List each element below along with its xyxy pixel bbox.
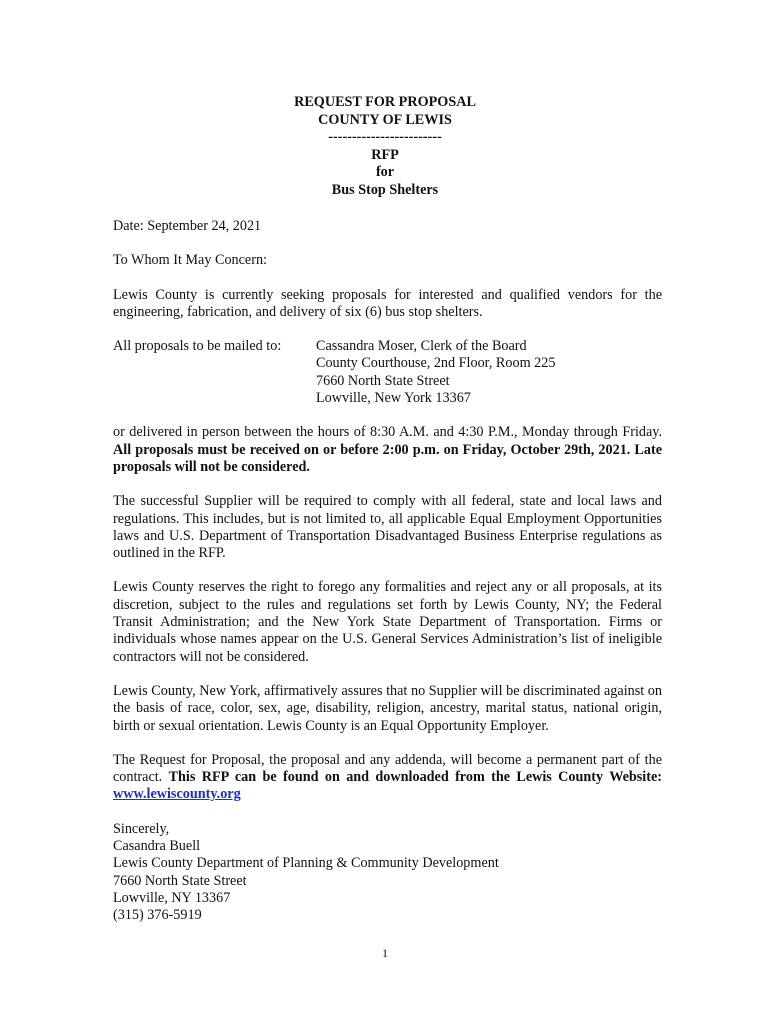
signer-street: 7660 North State Street <box>113 872 247 889</box>
website-note: This RFP can be found on and downloaded from the Lewis County Website: <box>168 769 662 786</box>
address-line: Cassandra Moser, Clerk of the Board <box>316 338 527 355</box>
signer-phone: (315) 376-5919 <box>113 907 202 924</box>
document-body <box>113 218 662 925</box>
salutation: To Whom It May Concern: <box>113 252 267 269</box>
permanent-paragraph <box>113 752 662 804</box>
header-for: for <box>375 164 395 181</box>
equal-opportunity-paragraph: Lewis County, New York, affirmatively assures that no Supplier will be discriminated against on the basis of race, color, sex, age, disability, religion, ancestry, marital status, national origin, birth or sexual orientation. Lewis County is an Equal Opportunity Employer. <box>113 682 662 734</box>
signature-block <box>113 821 662 925</box>
reserves-paragraph: Lewis County reserves the right to forego any formalities and reject any or all proposals, at its discretion, subject to the rules and regulations set forth by Lewis County, NY; the Federal Transit Administration; and the New York State Department of Transportation. Firms or individuals whose names appear on the U.S. General Services Administration’s list of ineligible contractors will not be considered. <box>113 579 662 665</box>
website-link[interactable]: www.lewiscounty.org <box>113 786 241 803</box>
header-divider: ------------------------ <box>328 129 442 146</box>
delivery-text: or delivered in person between the hours of 8:30 A.M. and 4:30 P.M., Monday through Friday. <box>113 424 662 441</box>
deadline-text: All proposals must be received on or before 2:00 p.m. on Friday, October 29th, 2021. Late proposals will not be considered. <box>113 441 662 475</box>
intro-paragraph: Lewis County is currently seeking proposals for interested and qualified vendors for the engineering, fabrication, and delivery of six (6) bus stop shelters. <box>113 286 662 320</box>
header-title: REQUEST FOR PROPOSAL <box>294 94 476 110</box>
closing: Sincerely, <box>113 820 170 837</box>
page-number: 1 <box>382 946 388 960</box>
mailing-address <box>316 338 555 407</box>
signer-department: Lewis County Department of Planning & Community Development <box>113 855 499 872</box>
header-rfp: RFP <box>371 146 399 163</box>
date-line: Date: September 24, 2021 <box>113 218 262 234</box>
delivery-paragraph <box>113 424 662 476</box>
signer-city: Lowville, NY 13367 <box>113 889 231 906</box>
address-line: Lowville, New York 13367 <box>316 390 471 407</box>
signer-name: Casandra Buell <box>113 838 201 855</box>
document-header <box>0 94 770 200</box>
mailing-block <box>113 338 662 407</box>
address-line: 7660 North State Street <box>316 372 450 389</box>
compliance-paragraph: The successful Supplier will be required to comply with all federal, state and local laws and regulations. This includes, but is not limited to, all applicable Equal Employment Opportunities laws and U.S. Department of Transportation Disadvantaged Business Enterprise regulations as outlined in the RFP. <box>113 493 662 562</box>
header-county: COUNTY OF LEWIS <box>318 111 452 128</box>
permanent-text: The Request for Proposal, the proposal and any addenda, will become a permanent part of the contract. <box>113 751 662 786</box>
mailing-label: All proposals to be mailed to: <box>113 338 282 355</box>
header-subject: Bus Stop Shelters <box>331 181 439 198</box>
address-line: County Courthouse, 2nd Floor, Room 225 <box>316 355 556 372</box>
